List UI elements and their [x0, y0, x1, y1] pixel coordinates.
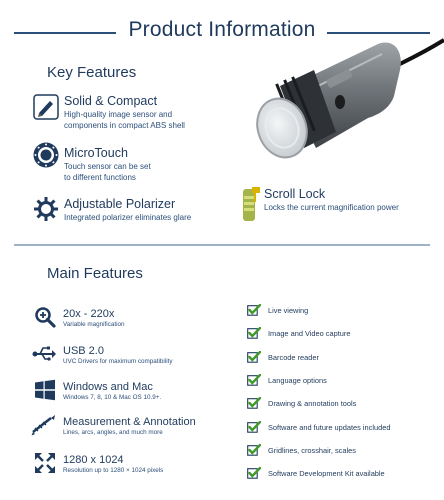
main-feature-title: 1280 x 1024 [63, 454, 124, 466]
checklist-item: Barcode reader [268, 352, 319, 362]
checklist-item: Drawing & annotation tools [268, 399, 357, 409]
key-features-heading: Key Features [47, 64, 137, 81]
polarizer-icon [33, 196, 59, 222]
checkmark-icon [247, 397, 261, 409]
key-feature-desc: components in compact ABS shell [64, 121, 185, 130]
key-feature-desc: Touch sensor can be set [64, 162, 151, 171]
main-feature-title: Measurement & Annotation [63, 416, 196, 428]
checklist-item: Image and Video capture [268, 329, 351, 339]
checklist-item: Software and future updates included [268, 422, 391, 432]
checkmark-icon [247, 444, 261, 456]
main-feature-desc: UVC Drivers for maximum compatibility [63, 358, 173, 365]
key-feature-desc: Integrated polarizer eliminates glare [64, 213, 192, 222]
checkmark-icon [247, 351, 261, 363]
main-feature-desc: Variable magnification [63, 321, 125, 328]
section-divider [14, 244, 430, 246]
expand-icon [34, 452, 56, 474]
key-feature-title: Adjustable Polarizer [64, 197, 176, 211]
checkmark-icon [247, 304, 261, 316]
checkmark-icon [247, 374, 261, 386]
usb-icon [32, 343, 56, 365]
checklist-item: Gridlines, crosshair, scales [268, 445, 356, 455]
main-feature-title: 20x - 220x [63, 308, 115, 320]
page-title: Product Information [128, 18, 316, 41]
checkmark-icon [247, 327, 261, 339]
checklist-item: Software Development Kit available [268, 469, 385, 479]
key-feature-title: Scroll Lock [264, 187, 326, 201]
checkmark-icon [247, 467, 261, 479]
key-feature-title: MicroTouch [64, 146, 128, 160]
microscope-image [228, 30, 444, 200]
magnify-icon [34, 306, 56, 328]
key-feature-desc: High-quality image sensor and [64, 110, 173, 119]
checkmark-icon [247, 421, 261, 433]
main-feature-title: USB 2.0 [63, 345, 104, 357]
main-feature-desc: Resolution up to 1280 × 1024 pixels [63, 467, 164, 474]
main-feature-desc: Lines, arcs, angles, and much more [63, 429, 163, 436]
measurement-icon [31, 414, 57, 436]
main-features-heading: Main Features [47, 265, 143, 282]
microtouch-icon [32, 141, 60, 169]
windows-icon [34, 379, 56, 401]
checklist-item: Language options [268, 375, 327, 385]
main-feature-desc: Windows 7, 8, 10 & Mac OS 10.9+. [63, 394, 162, 401]
main-feature-title: Windows and Mac [63, 381, 153, 393]
header-rule-left [14, 32, 116, 34]
solid-compact-icon [33, 94, 59, 120]
key-feature-title: Solid & Compact [64, 94, 158, 108]
checklist-item: Live viewing [268, 306, 309, 315]
key-feature-desc: to different functions [64, 173, 136, 182]
key-feature-desc: Locks the current magnification power [264, 203, 399, 212]
